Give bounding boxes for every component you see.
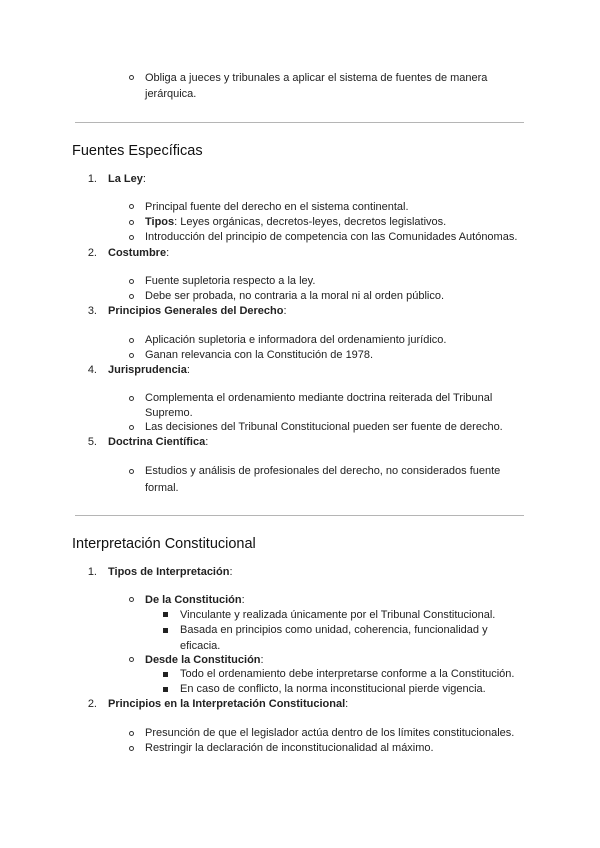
circle-bullet-icon — [129, 731, 134, 736]
list-item-label: Jurisprudencia: — [108, 364, 190, 376]
circle-bullet-icon — [129, 746, 134, 751]
sub-item-label: De la Constitución: — [145, 594, 245, 606]
bullet-text: Principal fuente del derecho en el sistema continental. — [145, 201, 409, 213]
divider — [75, 122, 524, 123]
list-number: 3. — [87, 305, 97, 317]
list-number: 1. — [87, 566, 97, 578]
list-item-label: Costumbre: — [108, 247, 170, 259]
list-item-label: La Ley: — [108, 173, 146, 185]
bullet-text-continued: Supremo. — [145, 407, 193, 419]
list-item-label: Principios Generales del Derecho: — [108, 305, 287, 317]
divider — [75, 515, 524, 516]
circle-bullet-icon — [129, 220, 134, 225]
list-number: 2. — [87, 247, 97, 259]
circle-bullet-icon — [129, 597, 134, 602]
list-item-label: Principios en la Interpretación Constitucional: — [108, 698, 349, 710]
circle-bullet-icon — [129, 425, 134, 430]
list-item-label: Tipos de Interpretación: — [108, 566, 233, 578]
circle-bullet-icon — [129, 396, 134, 401]
section-heading-interpretacion: Interpretación Constitucional — [72, 536, 256, 552]
square-bullet-icon — [163, 687, 168, 692]
circle-bullet-icon — [129, 279, 134, 284]
bullet-text-continued: jerárquica. — [145, 88, 197, 100]
bullet-text: Fuente supletoria respecto a la ley. — [145, 275, 316, 287]
bullet-text: Aplicación supletoria e informadora del ordenamiento jurídico. — [145, 334, 447, 346]
square-bullet-icon — [163, 612, 168, 617]
list-number: 2. — [87, 698, 97, 710]
circle-bullet-icon — [129, 235, 134, 240]
circle-bullet-icon — [129, 294, 134, 299]
bullet-text: Estudios y análisis de profesionales del derecho, no considerados fuente — [145, 465, 501, 477]
bullet-text: Tipos: Leyes orgánicas, decretos-leyes, decretos legislativos. — [145, 216, 447, 228]
bullet-text: Basada en principios como unidad, coherencia, funcionalidad y — [180, 624, 488, 636]
section-heading-fuentes: Fuentes Específicas — [72, 143, 203, 159]
list-number: 5. — [87, 436, 97, 448]
list-number: 1. — [87, 173, 97, 185]
square-bullet-icon — [163, 628, 168, 633]
square-bullet-icon — [163, 672, 168, 677]
bullet-text: Introducción del principio de competencia con las Comunidades Autónomas. — [145, 231, 518, 243]
bullet-text-continued: formal. — [145, 482, 179, 494]
circle-bullet-icon — [129, 469, 134, 474]
bullet-text: Todo el ordenamiento debe interpretarse conforme a la Constitución. — [180, 668, 515, 680]
sub-item-label: Desde la Constitución: — [145, 654, 264, 666]
bullet-text: Obliga a jueces y tribunales a aplicar el sistema de fuentes de manera — [145, 72, 488, 84]
bullet-text: Presunción de que el legislador actúa dentro de los límites constitucionales. — [145, 727, 515, 739]
bullet-text: Restringir la declaración de inconstitucionalidad al máximo. — [145, 742, 434, 754]
bullet-text: Las decisiones del Tribunal Constitucional pueden ser fuente de derecho. — [145, 421, 503, 433]
bullet-text: Debe ser probada, no contraria a la moral ni al orden público. — [145, 290, 445, 302]
bullet-text: Ganan relevancia con la Constitución de 1978. — [145, 349, 374, 361]
circle-bullet-icon — [129, 338, 134, 343]
circle-bullet-icon — [129, 204, 134, 209]
circle-bullet-icon — [129, 75, 134, 80]
bullet-text: Complementa el ordenamiento mediante doctrina reiterada del Tribunal — [145, 392, 493, 404]
bullet-text: En caso de conflicto, la norma inconstitucional pierde vigencia. — [180, 683, 486, 695]
circle-bullet-icon — [129, 353, 134, 358]
circle-bullet-icon — [129, 657, 134, 662]
bullet-text-continued: eficacia. — [180, 640, 221, 652]
bullet-text: Vinculante y realizada únicamente por el Tribunal Constitucional. — [180, 609, 496, 621]
list-number: 4. — [87, 364, 97, 376]
list-item-label: Doctrina Científica: — [108, 436, 209, 448]
